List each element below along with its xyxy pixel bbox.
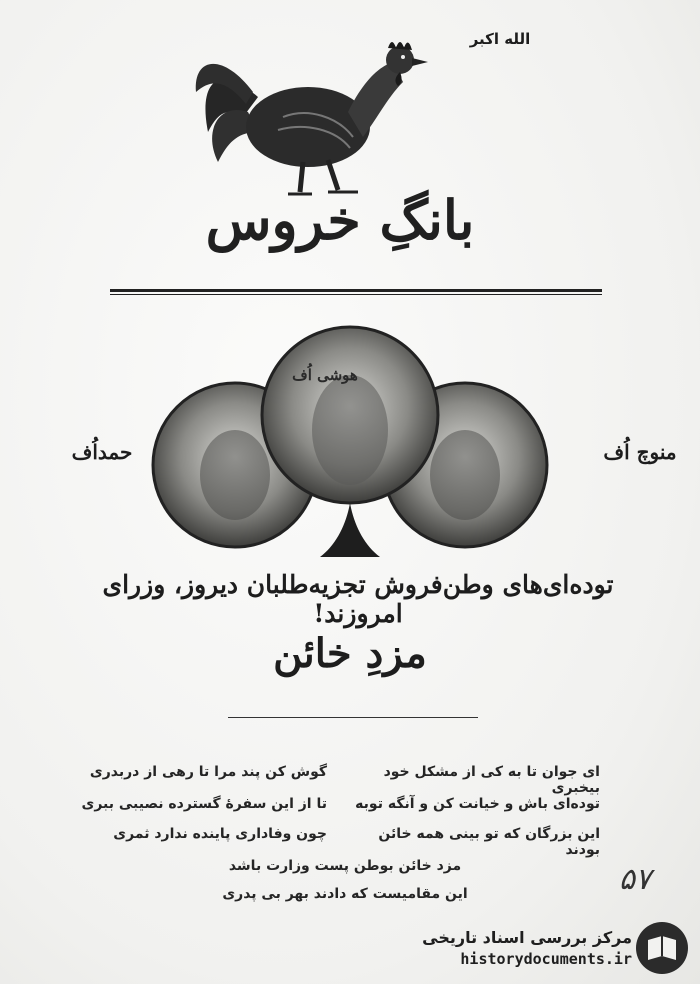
portrait-label-left: منوچ اُف xyxy=(603,440,677,464)
watermark-title: مرکز بررسی اسناد تاریخی xyxy=(422,928,632,947)
poem-line: ای جوان تا به کی از مشکل خود بیخبری xyxy=(383,764,600,796)
rooster-illustration xyxy=(188,22,438,202)
portraits-cluster xyxy=(150,325,550,565)
book-icon xyxy=(634,920,690,976)
poem-line: چون وفاداری پاینده ندارد ثمری xyxy=(113,826,327,842)
page-number: ۵۷ xyxy=(618,862,652,897)
poem-line: تا از این سفرهٔ گسترده نصیبی ببری xyxy=(81,796,327,812)
portrait-label-right: حمداُف xyxy=(71,440,133,464)
headline: توده‌ای‌های وطن‌فروش تجزیه‌طلبان دیروز، وزرای امروزند! xyxy=(102,570,614,628)
subtitle-underline xyxy=(228,717,478,718)
poem-line: این بزرگان که تو بینی همه خائن بودند xyxy=(378,826,600,858)
masthead-divider xyxy=(110,289,602,295)
masthead-title: بانگِ خروس xyxy=(205,188,475,252)
portrait-label-center: هوشی اُف xyxy=(292,366,358,384)
poem-line: گوش کن پند مرا تا رهی از دربدری xyxy=(89,764,327,780)
invocation-text: الله اکبر xyxy=(469,30,531,48)
poem-line: مزد خائن بوطن پست وزارت باشد xyxy=(228,858,462,874)
poem-line: توده‌ای باش و خیانت کن و آنگه توبه xyxy=(355,796,600,812)
subtitle: مزدِ خائن xyxy=(273,630,427,677)
poem-line: این مقامیست که دادند بهر بی پدری xyxy=(222,886,468,902)
watermark-url[interactable]: historydocuments.ir xyxy=(460,950,632,968)
